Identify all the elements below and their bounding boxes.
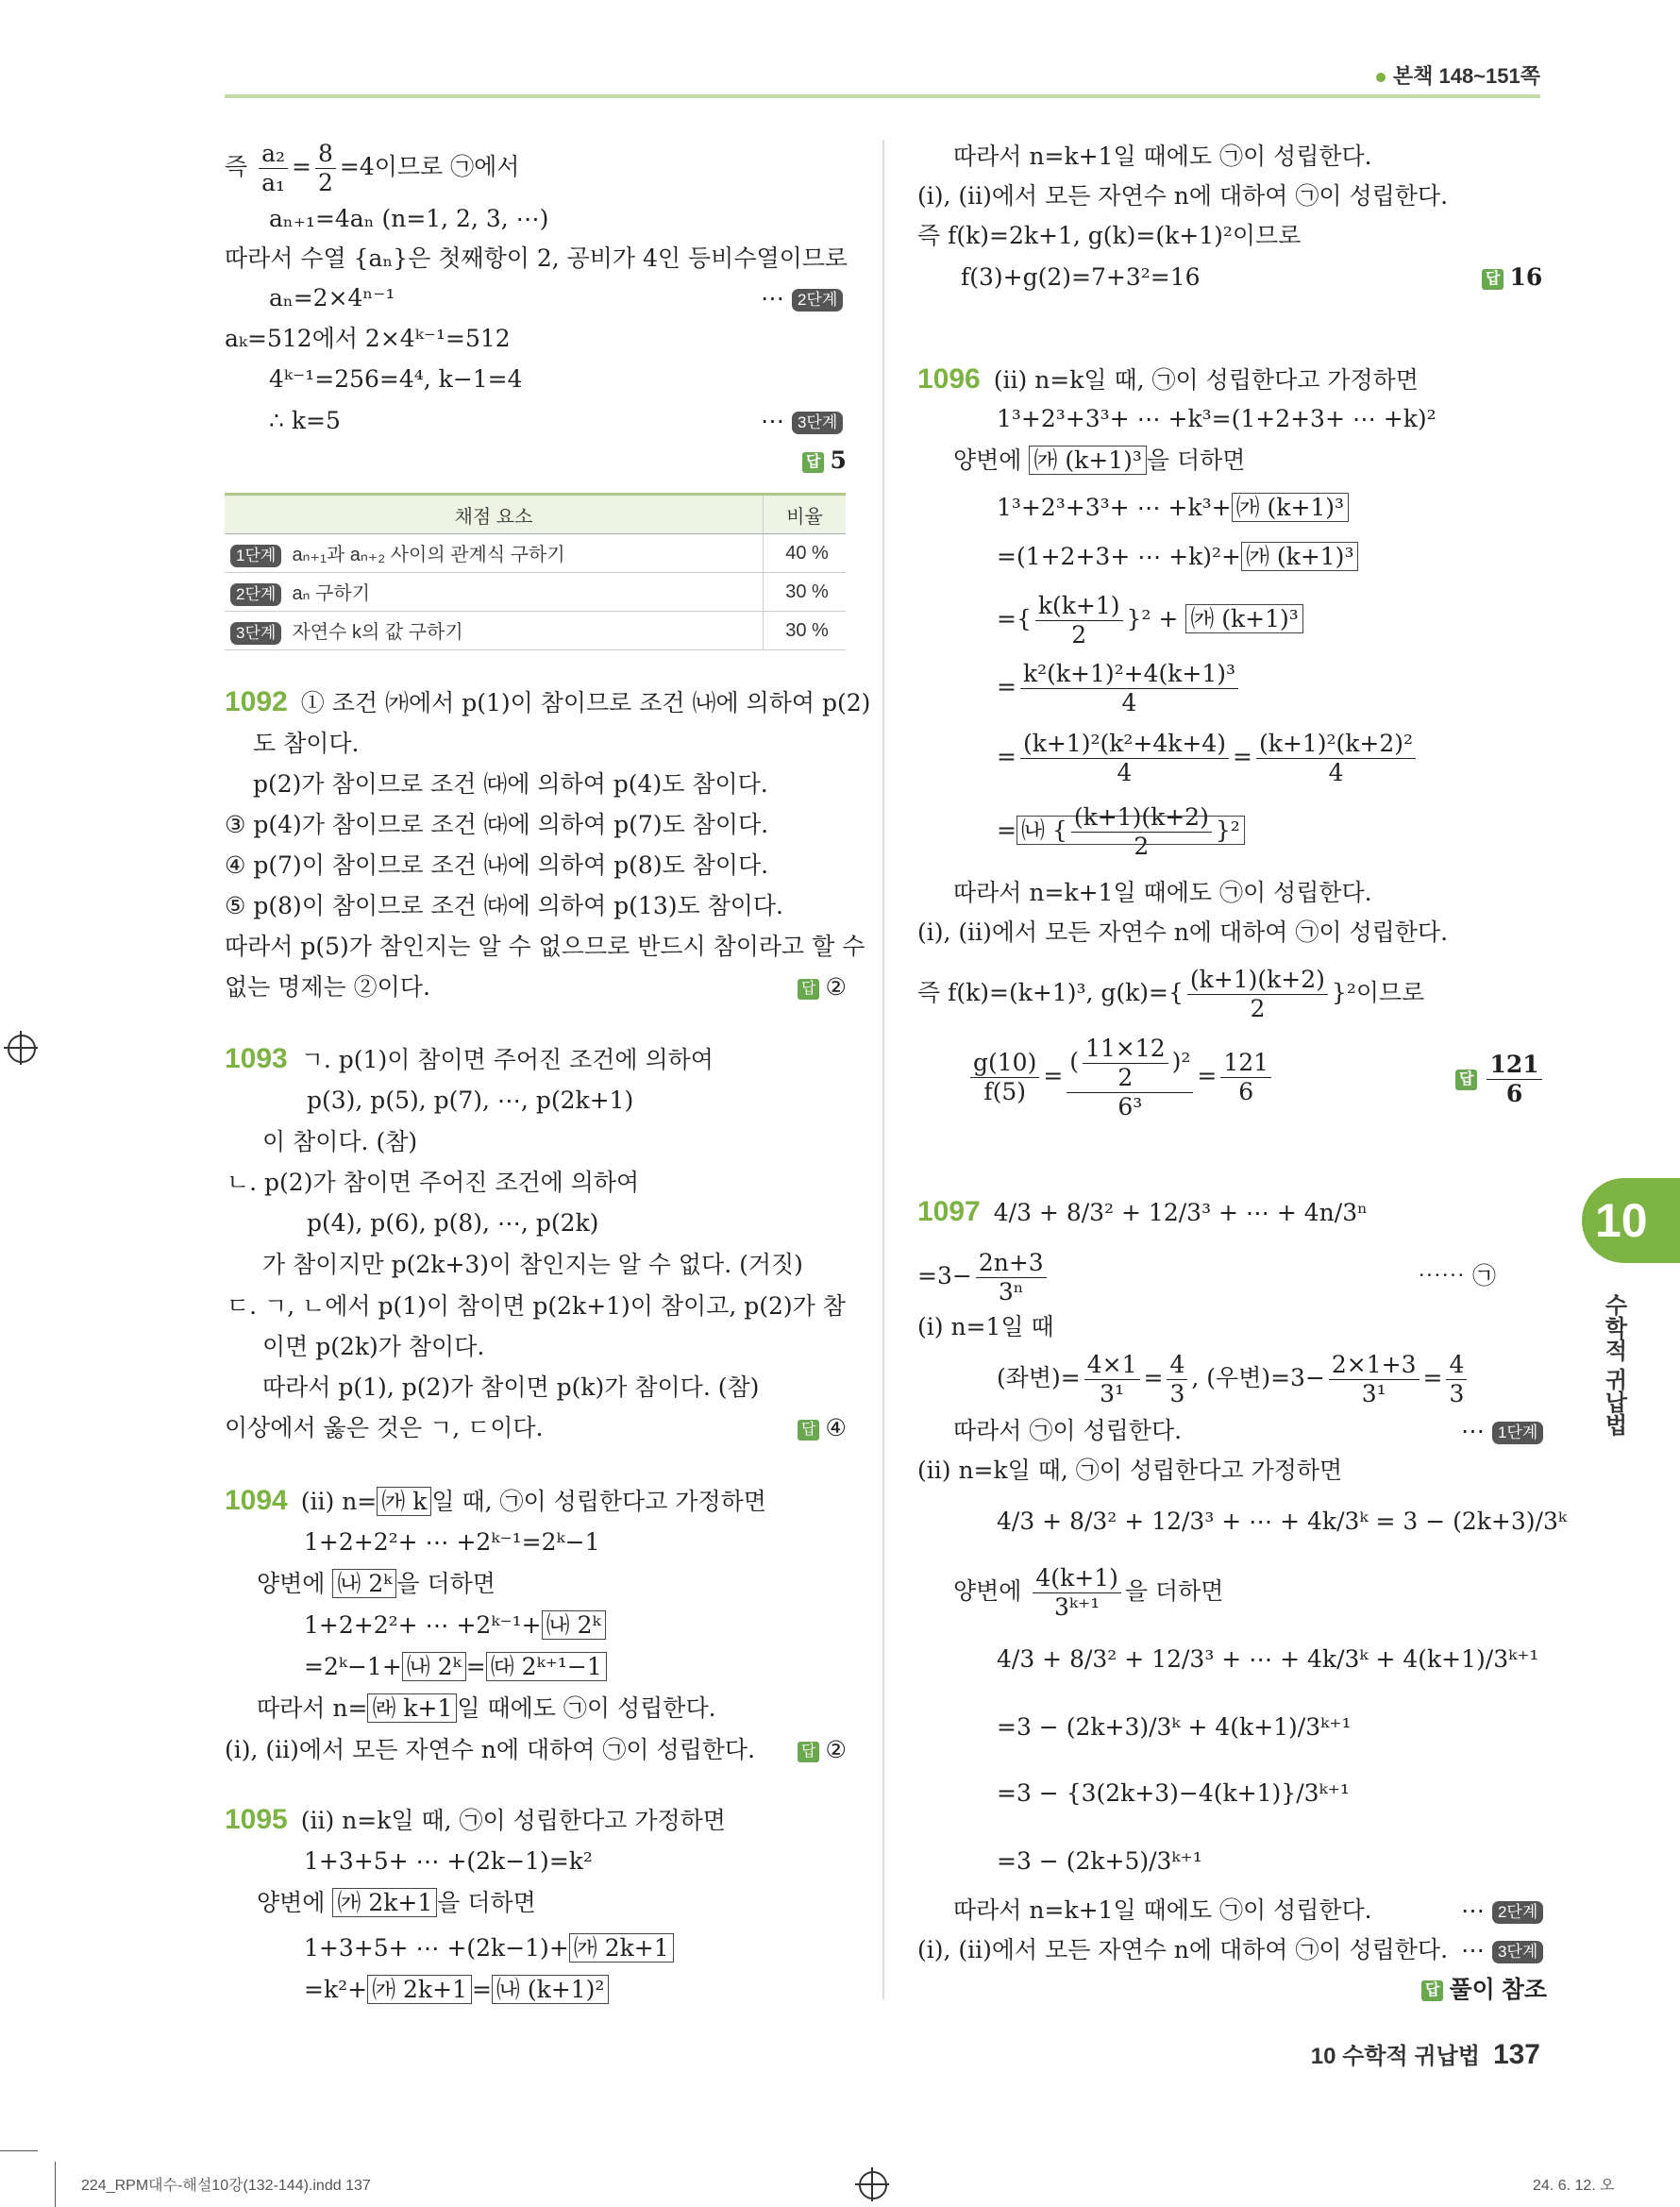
numerator: 121 bbox=[1220, 1049, 1271, 1078]
step-badge: 3단계 bbox=[230, 622, 281, 645]
eq-line: aₖ=512에서 2×4ᵏ⁻¹=512 bbox=[225, 325, 511, 352]
fraction bbox=[1446, 1351, 1467, 1408]
text: 일 때에도 ㉠이 성립한다. bbox=[457, 1694, 716, 1722]
table-row bbox=[225, 612, 846, 650]
step-badge: 2단계 bbox=[1492, 1901, 1543, 1924]
denominator: 4 bbox=[1121, 689, 1137, 716]
text: =(1+2+3+ ⋯ +k)²+ bbox=[997, 543, 1241, 570]
numerator: 2n+3 bbox=[976, 1249, 1047, 1278]
text: 이므로 bbox=[1355, 979, 1425, 1006]
table-cell: 30 % bbox=[764, 573, 847, 612]
numerator: 4×1 bbox=[1084, 1351, 1140, 1380]
numerator: (k+1)(k+2) bbox=[1071, 803, 1212, 833]
page-reference-text: 본책 148~151쪽 bbox=[1392, 64, 1540, 88]
text: 1+3+5+ ⋯ +(2k−1)+ bbox=[304, 1934, 569, 1962]
boxed-blank: ㈎ 2k+1 bbox=[332, 1888, 437, 1917]
text-line: (ⅰ), (ⅱ)에서 모든 자연수 n에 대하여 ㉠이 성립한다. bbox=[917, 918, 1449, 946]
text-line: 가 참이지만 p(2k+3)이 참인지는 알 수 없다. (거짓) bbox=[262, 1251, 803, 1278]
answer bbox=[1482, 261, 1542, 295]
text: 즉 bbox=[225, 153, 248, 180]
denominator: a₁ bbox=[261, 169, 286, 196]
answer bbox=[1455, 1048, 1546, 1108]
problem-number: 1093 bbox=[225, 1043, 288, 1074]
text-line: ⑤ p(8)이 참이므로 조건 ㈐에 의하여 p(13)도 참이다. bbox=[225, 892, 783, 919]
text: = bbox=[292, 153, 311, 180]
fraction bbox=[1084, 1351, 1140, 1408]
boxed-blank: ㈏ { $\frac{(k+1)(k+2)}{2}$ }² bbox=[1016, 816, 1245, 845]
answer-value: ② bbox=[825, 973, 847, 1001]
boxed-blank: ㈏ (k+1)² bbox=[492, 1975, 609, 2004]
text-line: 이면 p(2k)가 참이다. bbox=[262, 1333, 485, 1360]
answer bbox=[798, 1733, 847, 1767]
numerator: ( $\frac{11\times 12}{2}$ )² bbox=[1067, 1035, 1193, 1093]
step-badge: 1단계 bbox=[1492, 1422, 1543, 1444]
problem-1096-line bbox=[917, 362, 1419, 397]
denominator: 3ⁿ bbox=[998, 1278, 1024, 1306]
text-line bbox=[953, 444, 1245, 478]
numerator: 4(k+1) bbox=[1033, 1564, 1120, 1593]
boxed-blank: ㈏ 2ᵏ bbox=[402, 1652, 466, 1681]
eq-line: ∴ k=5 bbox=[269, 407, 341, 434]
footer-page bbox=[1311, 2037, 1540, 2071]
eq-recurrence: aₙ₊₁=4aₙ (n=1, 2, 3, ⋯) bbox=[269, 205, 549, 232]
eq-line bbox=[997, 491, 1349, 525]
eq-line: 4/3 + 8/3² + 12/3³ + ⋯ + 4k/3ᵏ + 4(k+1)/3ᵏ⁺¹ bbox=[997, 1645, 1539, 1673]
text-line: ④ p(7)이 참이므로 조건 ㈏에 의하여 p(8)도 참이다. bbox=[225, 851, 769, 879]
numerator: 4 bbox=[1446, 1351, 1467, 1380]
answer bbox=[798, 1411, 847, 1445]
problem-1097-line bbox=[917, 1195, 1368, 1230]
eq-line bbox=[304, 1609, 606, 1643]
fraction bbox=[976, 1249, 1047, 1306]
denominator: 2 bbox=[1134, 833, 1150, 860]
step-badge: 3단계 bbox=[792, 412, 843, 434]
text-line: ③ p(4)가 참이므로 조건 ㈐에 의하여 p(7)도 참이다. bbox=[225, 811, 769, 838]
answer-icon: 답 bbox=[1455, 1070, 1477, 1090]
eq-line bbox=[304, 1931, 674, 1965]
answer-icon: 답 bbox=[802, 452, 824, 473]
eq-general-term: aₙ=2×4ⁿ⁻¹ bbox=[269, 284, 395, 312]
answer-value: ④ bbox=[825, 1414, 847, 1441]
numerator: 121 bbox=[1487, 1051, 1541, 1080]
denominator: f(5) bbox=[983, 1078, 1026, 1105]
boxed-blank: ㈏ 2ᵏ bbox=[542, 1610, 606, 1640]
text: 즉 f(k)=(k+1)³, g(k)= bbox=[917, 979, 1168, 1006]
step-tag: ⋯ 2단계 bbox=[761, 281, 843, 315]
table-header-row bbox=[225, 495, 846, 534]
text: =2ᵏ−1+ bbox=[304, 1653, 402, 1680]
step-tag: ⋯ 2단계 bbox=[1461, 1894, 1543, 1928]
text-line: (ⅱ) n=k일 때, ㉠이 성립한다고 가정하면 bbox=[917, 1457, 1343, 1484]
answer-value: ② bbox=[825, 1736, 847, 1763]
label: ㈏ bbox=[1020, 817, 1045, 844]
denominator: 4 bbox=[1328, 759, 1344, 786]
eq-line: = ㈏ { $\frac{(k+1)(k+2)}{2}$ }² bbox=[997, 800, 1245, 861]
equation-tag: ⋯⋯ ㉠ bbox=[1418, 1262, 1496, 1289]
text-line: 이상에서 옳은 것은 ㄱ, ㄷ이다. bbox=[225, 1414, 544, 1441]
fraction bbox=[1020, 730, 1229, 787]
denominator: 3 bbox=[1169, 1380, 1185, 1407]
text-line: p(2)가 참이므로 조건 ㈐에 의하여 p(4)도 참이다. bbox=[253, 770, 768, 798]
text-line bbox=[953, 1561, 1223, 1622]
eq-line: = $\frac{\text{(k+1)²(k²+4k+4)}}{4}$ = $\frac{\text{(k+1)²(k+2)²}}{4}$ bbox=[997, 727, 1420, 787]
text: 양변에 bbox=[953, 446, 1030, 474]
crop-mark bbox=[55, 2162, 56, 2207]
text-line: 즉 f(k)=2k+1, g(k)=(k+1)²이므로 bbox=[917, 222, 1302, 249]
fraction bbox=[259, 140, 288, 197]
answer bbox=[802, 444, 847, 478]
denominator: 3 bbox=[1449, 1380, 1465, 1407]
text: (좌변)= bbox=[997, 1364, 1081, 1391]
page-reference bbox=[1376, 60, 1540, 90]
fraction bbox=[1256, 730, 1416, 787]
text-line: (ⅰ) n=1일 때 bbox=[917, 1313, 1054, 1340]
text-line bbox=[257, 1886, 536, 1920]
text: 을 더하면 bbox=[1124, 1577, 1224, 1605]
text: 1³+2³+3³+ ⋯ +k³+ bbox=[997, 494, 1232, 521]
eq-line: $\frac{g(10)}{f(5)}$ = ( $\frac{11\times 12}{2}$ )² 6³ = $\frac{121}{6}$ bbox=[966, 1029, 1275, 1123]
text-line: (ⅰ), (ⅱ)에서 모든 자연수 n에 대하여 ㉠이 성립한다. bbox=[917, 1936, 1449, 1963]
eq-line: = $\frac{\text{k²(k+1)²+4(k+1)³}}{4}$ bbox=[997, 657, 1242, 717]
numerator: 2×1+3 bbox=[1329, 1351, 1420, 1380]
eq-ratio bbox=[225, 140, 519, 197]
column-divider bbox=[882, 140, 884, 1999]
text: ㄱ. p(1)이 참이면 주어진 조건에 의하여 bbox=[300, 1046, 714, 1073]
fraction bbox=[1487, 1051, 1541, 1108]
fraction bbox=[1187, 966, 1328, 1023]
header-rule bbox=[225, 94, 1540, 98]
fraction bbox=[1220, 1049, 1271, 1106]
table-cell: aₙ 구하기 bbox=[292, 583, 371, 605]
table-row bbox=[225, 534, 846, 573]
denominator: 3¹ bbox=[1100, 1380, 1125, 1407]
numerator: 11×12 bbox=[1083, 1035, 1168, 1064]
boxed-blank: ㈎ k bbox=[377, 1487, 431, 1516]
eq-line: =3 − {3(2k+3)−4(k+1)}/3ᵏ⁺¹ bbox=[997, 1779, 1350, 1807]
text-line: (ⅰ), (ⅱ)에서 모든 자연수 n에 대하여 ㉠이 성립한다. bbox=[917, 182, 1449, 210]
denominator: 2 bbox=[318, 169, 333, 196]
fraction bbox=[1020, 660, 1238, 717]
eq-line: 1+3+5+ ⋯ +(2k−1)=k² bbox=[304, 1847, 593, 1875]
problem-number: 1097 bbox=[917, 1196, 981, 1227]
fraction bbox=[315, 140, 336, 197]
text: 양변에 bbox=[257, 1889, 333, 1916]
fraction bbox=[1035, 592, 1123, 649]
problem-1095-line bbox=[225, 1803, 726, 1838]
eq-line: ={ $\frac{k(k+1)}{2}$ }² + ㈎ (k+1)³ bbox=[997, 589, 1303, 649]
numerator: g(10) bbox=[970, 1049, 1039, 1078]
numerator: (k+1)²(k²+4k+4) bbox=[1020, 730, 1229, 759]
answer-icon: 답 bbox=[798, 1420, 819, 1440]
step-badge: 3단계 bbox=[1492, 1941, 1543, 1963]
text-line: p(3), p(5), p(7), ⋯, p(2k+1) bbox=[307, 1087, 634, 1114]
answer bbox=[1421, 1973, 1547, 2007]
eq-line: 1³+2³+3³+ ⋯ +k³=(1+2+3+ ⋯ +k)² bbox=[997, 405, 1436, 432]
text-line: 따라서 n=k+1일 때에도 ㉠이 성립한다. bbox=[953, 1896, 1372, 1924]
denominator: 3ᵏ⁺¹ bbox=[1053, 1593, 1100, 1621]
text: =k²+ bbox=[304, 1976, 368, 2003]
text: = bbox=[471, 1976, 492, 2003]
denominator: 2 bbox=[1117, 1063, 1134, 1091]
text-line: ㄷ. ㄱ, ㄴ에서 p(1)이 참이면 p(2k+1)이 참이고, p(2)가 참 bbox=[227, 1292, 846, 1320]
text: = bbox=[465, 1653, 486, 1680]
text: 일 때, ㉠이 성립한다고 가정하면 bbox=[431, 1488, 766, 1515]
numerator: k(k+1) bbox=[1035, 592, 1123, 621]
text-line: 없는 명제는 ②이다. bbox=[225, 973, 430, 1001]
text-line: ㄴ. p(2)가 참이면 주어진 조건에 의하여 bbox=[227, 1169, 640, 1196]
problem-1093-line bbox=[225, 1042, 714, 1077]
text: 4/3 + 8/3² + 12/3³ + ⋯ + 4n/3ⁿ bbox=[993, 1199, 1368, 1226]
eq-line bbox=[304, 1973, 609, 2007]
text-line: 도 참이다. bbox=[253, 730, 360, 757]
column-header: 비율 bbox=[764, 495, 847, 534]
text-line bbox=[257, 1692, 716, 1726]
eq-line bbox=[304, 1650, 607, 1684]
boxed-blank: ㈎ (k+1)³ bbox=[1029, 446, 1146, 475]
text: 1+2+2²+ ⋯ +2ᵏ⁻¹+ bbox=[304, 1611, 542, 1639]
eq-line: =3 − (2k+3)/3ᵏ + 4(k+1)/3ᵏ⁺¹ bbox=[997, 1713, 1352, 1741]
text: ① 조건 ㈎에서 p(1)이 참이므로 조건 ㈏에 의하여 p(2) bbox=[300, 689, 871, 716]
registration-mark-icon bbox=[859, 2171, 887, 2199]
fraction bbox=[1167, 1351, 1187, 1408]
denominator: 6 bbox=[1505, 1080, 1523, 1107]
scoring-table bbox=[225, 493, 846, 650]
text-line: 이 참이다. (참) bbox=[262, 1128, 418, 1155]
chapter-tab bbox=[1582, 1178, 1680, 1263]
text: (ⅱ) n=k일 때, ㉠이 성립한다고 가정하면 bbox=[300, 1807, 726, 1834]
eq-line: =3 − (2k+5)/3ᵏ⁺¹ bbox=[997, 1847, 1202, 1875]
eq-line: (좌변)= $\frac{4\times 1}{\text{3¹}}$ = $\frac{4}{3}$ , (우변)=3− $\frac{2\times 1+3}{\text{3¹}}$ = $\frac{4}{3}$ bbox=[997, 1348, 1470, 1408]
text: 양변에 bbox=[953, 1577, 1030, 1605]
boxed-blank: ㈎ 2k+1 bbox=[569, 1933, 674, 1963]
text: (ⅱ) n=k일 때, ㉠이 성립한다고 가정하면 bbox=[993, 366, 1419, 394]
fraction bbox=[1083, 1035, 1168, 1092]
denominator: 4 bbox=[1117, 759, 1133, 786]
text: =4이므로 ㉠에서 bbox=[339, 153, 520, 180]
numerator: (k+1)²(k+2)² bbox=[1256, 730, 1416, 759]
numerator: (k+1)(k+2) bbox=[1187, 966, 1328, 995]
registration-mark-icon bbox=[8, 1035, 36, 1063]
text: 을 더하면 bbox=[1146, 446, 1246, 474]
problem-1094-line bbox=[225, 1484, 766, 1519]
eq-line: 1+2+2²+ ⋯ +2ᵏ⁻¹=2ᵏ−1 bbox=[304, 1528, 600, 1556]
denominator: 3¹ bbox=[1361, 1380, 1386, 1407]
denominator: 6 bbox=[1238, 1078, 1254, 1105]
text: (ⅱ) n= bbox=[300, 1488, 378, 1515]
eq-line: 4ᵏ⁻¹=256=4⁴, k−1=4 bbox=[269, 365, 523, 393]
eq-line: 4/3 + 8/3² + 12/3³ + ⋯ + 4k/3ᵏ = 3 − (2k+3)/3ᵏ bbox=[997, 1508, 1567, 1535]
boxed-blank: ㈎ (k+1)³ bbox=[1241, 542, 1358, 571]
text-line: 따라서 ㉠이 성립한다. bbox=[953, 1417, 1183, 1444]
answer-icon: 답 bbox=[1482, 269, 1504, 290]
text: 양변에 bbox=[257, 1570, 333, 1597]
text-line: 따라서 수열 {aₙ}은 첫째항이 2, 공비가 4인 등비수열이므로 bbox=[225, 244, 848, 272]
text-line: 따라서 n=k+1일 때에도 ㉠이 성립한다. bbox=[953, 143, 1372, 170]
text-line: 따라서 p(5)가 참인지는 알 수 없으므로 반드시 참이라고 할 수 bbox=[225, 933, 865, 960]
table-row bbox=[225, 573, 846, 612]
eq-line bbox=[997, 540, 1358, 574]
answer bbox=[798, 970, 847, 1004]
step-badge: 1단계 bbox=[230, 545, 281, 567]
problem-number: 1092 bbox=[225, 686, 288, 717]
problem-number: 1094 bbox=[225, 1485, 288, 1516]
boxed-blank: ㈑ k+1 bbox=[367, 1693, 457, 1723]
print-file-info: 224_RPM대수-해설10강(132-144).indd 137 bbox=[81, 2178, 371, 2194]
problem-number: 1096 bbox=[917, 363, 981, 395]
eq-line bbox=[917, 1246, 1050, 1306]
problem-number: 1095 bbox=[225, 1804, 288, 1835]
table-cell: 40 % bbox=[764, 534, 847, 573]
denominator: 6³ bbox=[1117, 1092, 1143, 1120]
answer-value: 5 bbox=[830, 446, 847, 474]
table-cell: 자연수 k의 값 구하기 bbox=[292, 622, 463, 644]
chapter-number: 10 bbox=[1595, 1194, 1648, 1247]
boxed-blank: ㈎ (k+1)³ bbox=[1185, 604, 1302, 633]
bullet-dot-icon bbox=[1376, 73, 1386, 82]
numerator: a₂ bbox=[259, 140, 288, 169]
boxed-blank: ㈐ 2ᵏ⁺¹−1 bbox=[486, 1652, 607, 1681]
text: 을 더하면 bbox=[437, 1889, 536, 1916]
fraction bbox=[1067, 1035, 1193, 1121]
numerator: 4 bbox=[1167, 1351, 1187, 1380]
text-line: 따라서 p(1), p(2)가 참이면 p(k)가 참이다. (참) bbox=[262, 1373, 760, 1401]
eq-line: f(3)+g(2)=7+3²=16 bbox=[961, 263, 1201, 291]
eq-line: 즉 f(k)=(k+1)³, g(k)={ $\frac{(k+1)(k+2)}{2}$ }²이므로 bbox=[917, 966, 1425, 1022]
boxed-blank: ㈎ 2k+1 bbox=[367, 1975, 472, 2004]
text-line: 따라서 n=k+1일 때에도 ㉠이 성립한다. bbox=[953, 879, 1372, 906]
crop-mark bbox=[0, 2150, 38, 2151]
chapter-side-title: 수학적 귀납법 bbox=[1601, 1293, 1626, 1436]
answer-icon: 답 bbox=[798, 1742, 819, 1762]
fraction bbox=[970, 1049, 1039, 1106]
boxed-blank: ㈎ (k+1)³ bbox=[1232, 493, 1349, 522]
table-cell: aₙ₊₁과 aₙ₊₂ 사이의 관계식 구하기 bbox=[292, 545, 565, 566]
fraction bbox=[1033, 1564, 1120, 1622]
answer-icon: 답 bbox=[1421, 1980, 1443, 2001]
text-line: (ⅰ), (ⅱ)에서 모든 자연수 n에 대하여 ㉠이 성립한다. bbox=[225, 1736, 756, 1763]
step-tag: ⋯ 3단계 bbox=[1461, 1933, 1543, 1967]
denominator: 2 bbox=[1250, 995, 1266, 1022]
column-header: 채점 요소 bbox=[225, 495, 764, 534]
answer-value: 16 bbox=[1509, 263, 1543, 291]
numerator: 8 bbox=[315, 140, 336, 169]
fraction bbox=[1329, 1351, 1420, 1408]
page-number: 137 bbox=[1492, 2039, 1540, 2070]
text: 을 더하면 bbox=[396, 1570, 496, 1597]
denominator: 2 bbox=[1071, 621, 1087, 649]
step-badge: 2단계 bbox=[230, 583, 281, 606]
step-tag: ⋯ 3단계 bbox=[761, 404, 843, 438]
numerator: k²(k+1)²+4(k+1)³ bbox=[1020, 660, 1238, 689]
boxed-blank: ㈏ 2ᵏ bbox=[332, 1569, 396, 1598]
fraction bbox=[1071, 803, 1212, 861]
text: , (우변)=3− bbox=[1191, 1364, 1325, 1391]
text: =3− bbox=[917, 1262, 972, 1289]
text-line bbox=[257, 1567, 496, 1601]
problem-1092-line bbox=[225, 685, 870, 720]
table-cell: 30 % bbox=[764, 612, 847, 650]
footer-title: 10 수학적 귀납법 bbox=[1310, 2044, 1480, 2069]
answer-icon: 답 bbox=[798, 979, 819, 1000]
print-date-info: 24. 6. 12. 오 bbox=[1533, 2178, 1615, 2194]
answer-value: 풀이 참조 bbox=[1449, 1977, 1548, 2003]
step-badge: 2단계 bbox=[792, 289, 843, 312]
text: 따라서 n= bbox=[257, 1694, 368, 1722]
text-line: p(4), p(6), p(8), ⋯, p(2k) bbox=[307, 1209, 599, 1237]
step-tag: ⋯ 1단계 bbox=[1461, 1414, 1543, 1448]
